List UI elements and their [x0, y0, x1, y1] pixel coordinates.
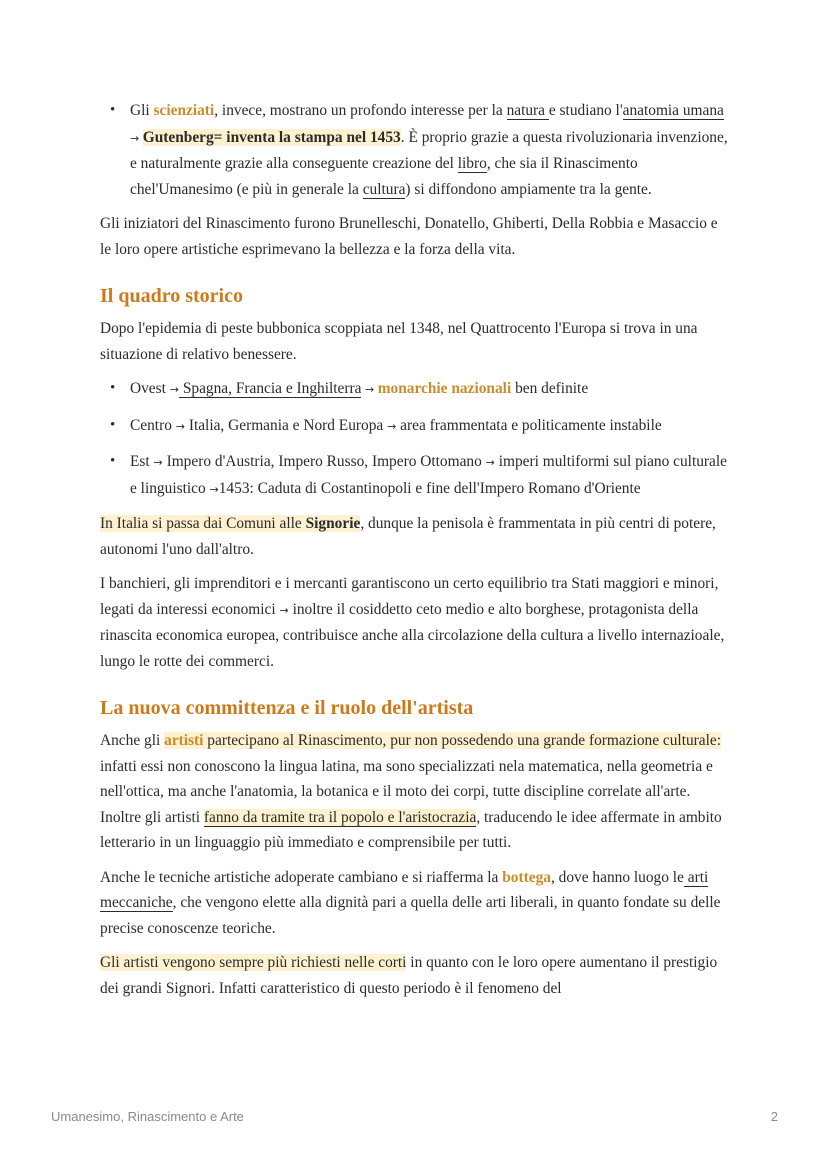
bold-signorie: Signorie	[305, 515, 361, 532]
keyword-bottega: bottega	[502, 868, 551, 886]
underlined-libro: libro	[457, 155, 487, 172]
arrow-icon: →	[153, 456, 163, 469]
page-content	[100, 98, 728, 1001]
underlined-anatomia: anatomia umana	[622, 102, 724, 119]
heading-committenza: La nuova committenza e il ruolo dell'artista	[100, 697, 474, 719]
underlined-natura: natura	[506, 102, 549, 119]
arrow-icon: →	[485, 456, 495, 469]
arrow-icon: →	[130, 131, 143, 145]
arrow-icon: →	[361, 383, 378, 396]
bullet-list-scienziati	[100, 98, 728, 202]
paragraph-artisti: Anche gli artisti partecipano al Rinascimento, pur non possedendo una grande formazione culturale: infatti essi non conoscono la lingua latina, ma sono specializzati nela matematica, nella geometria e nell'ottica, ma anche l'anatomia, la botanica e il moto dei corpi, tutte discipline correlate all'arte. Inoltre gli artisti fanno da tramite tra il popolo e l'aristocrazia, traducendo le idee affermate in ambito letterario in un linguaggio più immediato e comprensibile per tutti.	[100, 732, 722, 851]
list-item-ovest: • Ovest → Spagna, Francia e Inghilterra → monarchie nazionali ben definite	[100, 376, 728, 403]
footer-title: Umanesimo, Rinascimento e Arte	[51, 1109, 244, 1124]
arrow-icon: →	[169, 383, 179, 396]
keyword-scienziati: scienziati	[153, 102, 215, 119]
list-item-centro: • Centro → Italia, Germania e Nord Europa → area frammentata e politicamente instabile	[100, 413, 728, 440]
paragraph-banchieri: I banchieri, gli imprenditori e i mercanti garantiscono un certo equilibrio tra Stati maggiori e minori, legati da interessi economici → inoltre il cosiddetto ceto medio e alto borghese, protagonista della rinascita economica europea, contribuisce anche alla circolazione della cultura a livello internazioale, lungo le rotte dei commerci.	[100, 575, 725, 670]
highlight-gutenberg: Gutenberg= inventa la stampa nel 1453	[142, 128, 401, 146]
arrow-icon: →	[209, 482, 219, 496]
underlined-arti-meccaniche: arti meccaniche	[100, 868, 709, 911]
arrow-icon: →	[279, 603, 289, 617]
paragraph-peste: Dopo l'epidemia di peste bubbonica scoppiata nel 1348, nel Quattrocento l'Europa si trova in una situazione di relativo benessere.	[100, 320, 698, 363]
paragraph-corti: Gli artisti vengono sempre più richiesti nelle corti in quanto con le loro opere aumentano il prestigio dei grandi Signori. Infatti caratteristico di questo periodo è il fenomeno del	[100, 954, 718, 997]
arrow-icon: →	[387, 419, 397, 433]
heading-quadro-storico: Il quadro storico	[100, 285, 243, 307]
keyword-artisti: artisti	[164, 732, 204, 749]
paragraph-bottega: Anche le tecniche artistiche adoperate cambiano e si riafferma la bottega, dove hanno luogo le arti meccaniche, che vengono elette alla dignità pari a quella delle arti liberali, in quanto fondate su delle precise conoscenze teoriche.	[100, 868, 721, 937]
list-item-est: • Est → Impero d'Austria, Impero Russo, Impero Ottomano → imperi multiformi sul piano culturale e linguistico →1453: Caduta di Costantinopoli e fine dell'Impero Romano d'Oriente	[100, 449, 728, 502]
paragraph-iniziatori: Gli iniziatori del Rinascimento furono Brunelleschi, Donatello, Ghiberti, Della Robbia e Masaccio e le loro opere artistiche esprimevano la bellezza e la forza della vita.	[100, 215, 718, 258]
highlight-tramite: fanno da tramite tra il popolo e l'aristocrazia	[203, 808, 477, 826]
paragraph-signorie: In Italia si passa dai Comuni alle Signorie, dunque la penisola è frammentata in più centri di potere, autonomi l'uno dall'altro.	[100, 515, 716, 558]
list-item: • Gli scienziati, invece, mostrano un profondo interesse per la natura e studiano l'anatomia umana → Gutenberg= inventa la stampa nel 1453. È proprio grazie a questa rivoluzionaria invenzione, e naturalmente grazie alla conseguente creazione del libro, che sia il Rinascimento chel'Umanesimo (e più in generale la cultura) si diffondono ampiamente tra la gente.	[100, 98, 728, 202]
page-number: 2	[770, 1109, 778, 1124]
bullet-list-regions	[100, 376, 728, 502]
underlined-cultura: cultura	[362, 180, 406, 198]
arrow-icon: →	[175, 419, 185, 433]
keyword-monarchie: monarchie nazionali	[377, 380, 512, 397]
